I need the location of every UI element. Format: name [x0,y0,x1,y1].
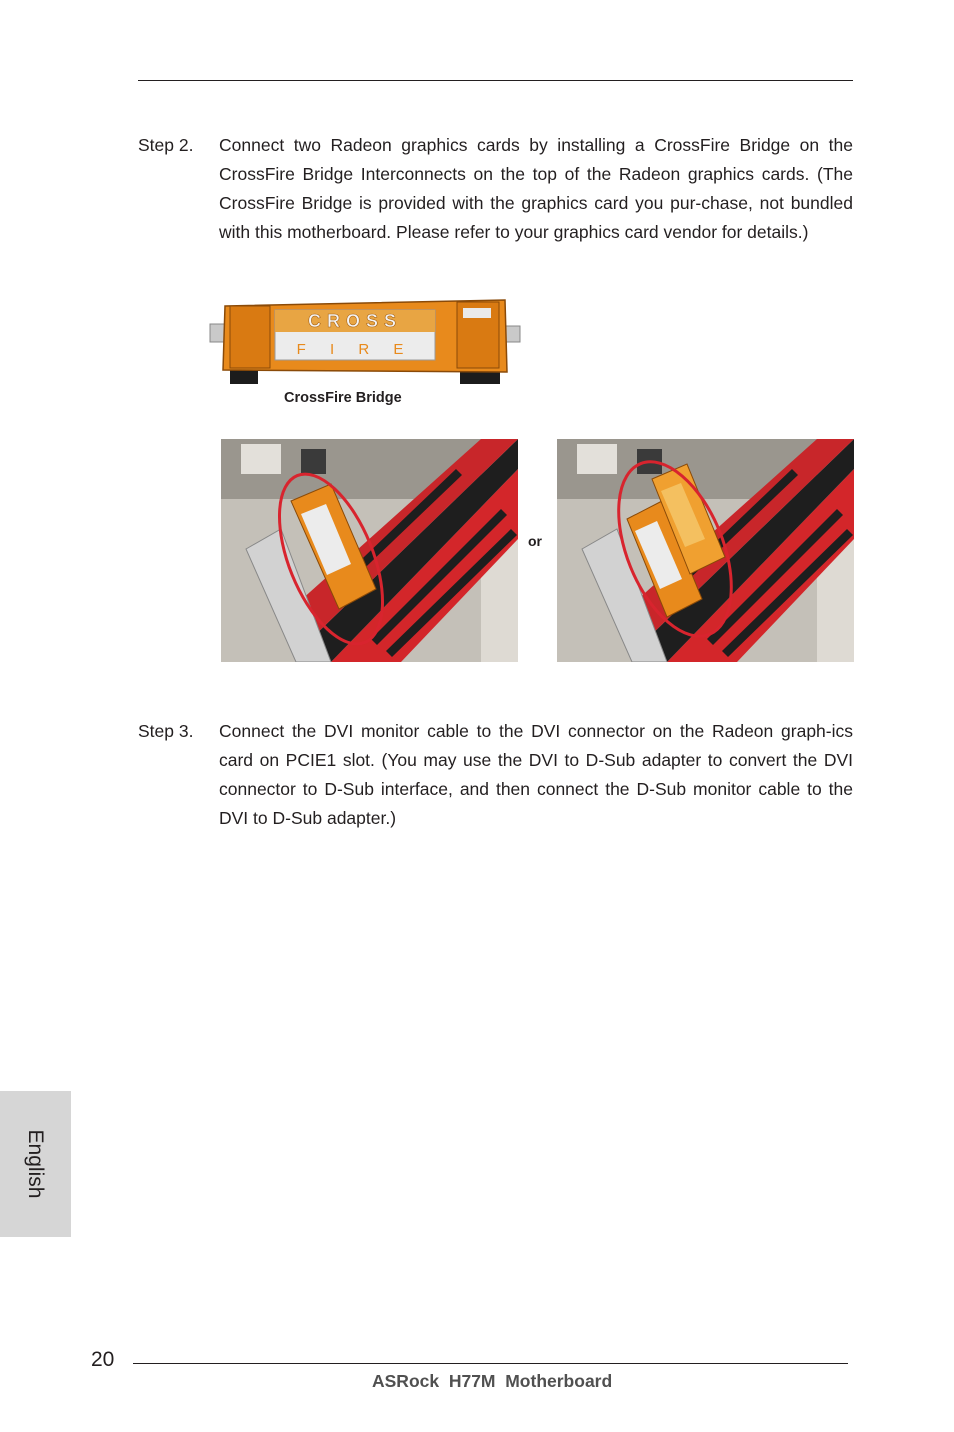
step-3-label: Step 3. [138,721,194,741]
or-label: or [528,533,542,549]
crossfire-bridge-image [205,292,525,392]
bridge-logo-bottom: F I R E [296,341,414,358]
bridge-label-sticker [463,308,491,318]
board-component [241,444,281,474]
step-2 [138,131,853,247]
board-chip [301,449,326,474]
bridge-logo-top: CROSS [307,311,403,331]
language-tab [0,1091,71,1237]
header-rule [138,80,853,81]
page-number: 20 [91,1348,115,1371]
step-2-text: Connect two Radeon graphics cards by installing a CrossFire Bridge on the CrossFire Bridge Interconnects on the top of the Radeon graphics cards. (The CrossFire Bridge is provided with the graphics card you pur-chase, not bundled with this motherboard. Please refer to your graphics card vendor for details.) [219,135,853,242]
footer-rule [133,1363,848,1364]
step-2-label: Step 2. [138,135,194,155]
language-label: English [24,1129,47,1199]
step-3 [138,717,853,833]
installation-photo-double-bridge [557,439,854,662]
board-component [577,444,617,474]
bridge-connector-left [230,306,270,368]
step-3-text: Connect the DVI monitor cable to the DVI connector on the Radeon graph-ics card on PCIE1 slot. (You may use the DVI to D-Sub adapter to convert the DVI connector to D-Sub interface, and then connect the D-Sub monitor cable to the DVI to D-Sub adapter.) [219,721,853,828]
installation-photo-single-bridge [221,439,518,662]
footer-title: ASRock H77M Motherboard [372,1371,613,1391]
bridge-caption: CrossFire Bridge [284,390,402,406]
